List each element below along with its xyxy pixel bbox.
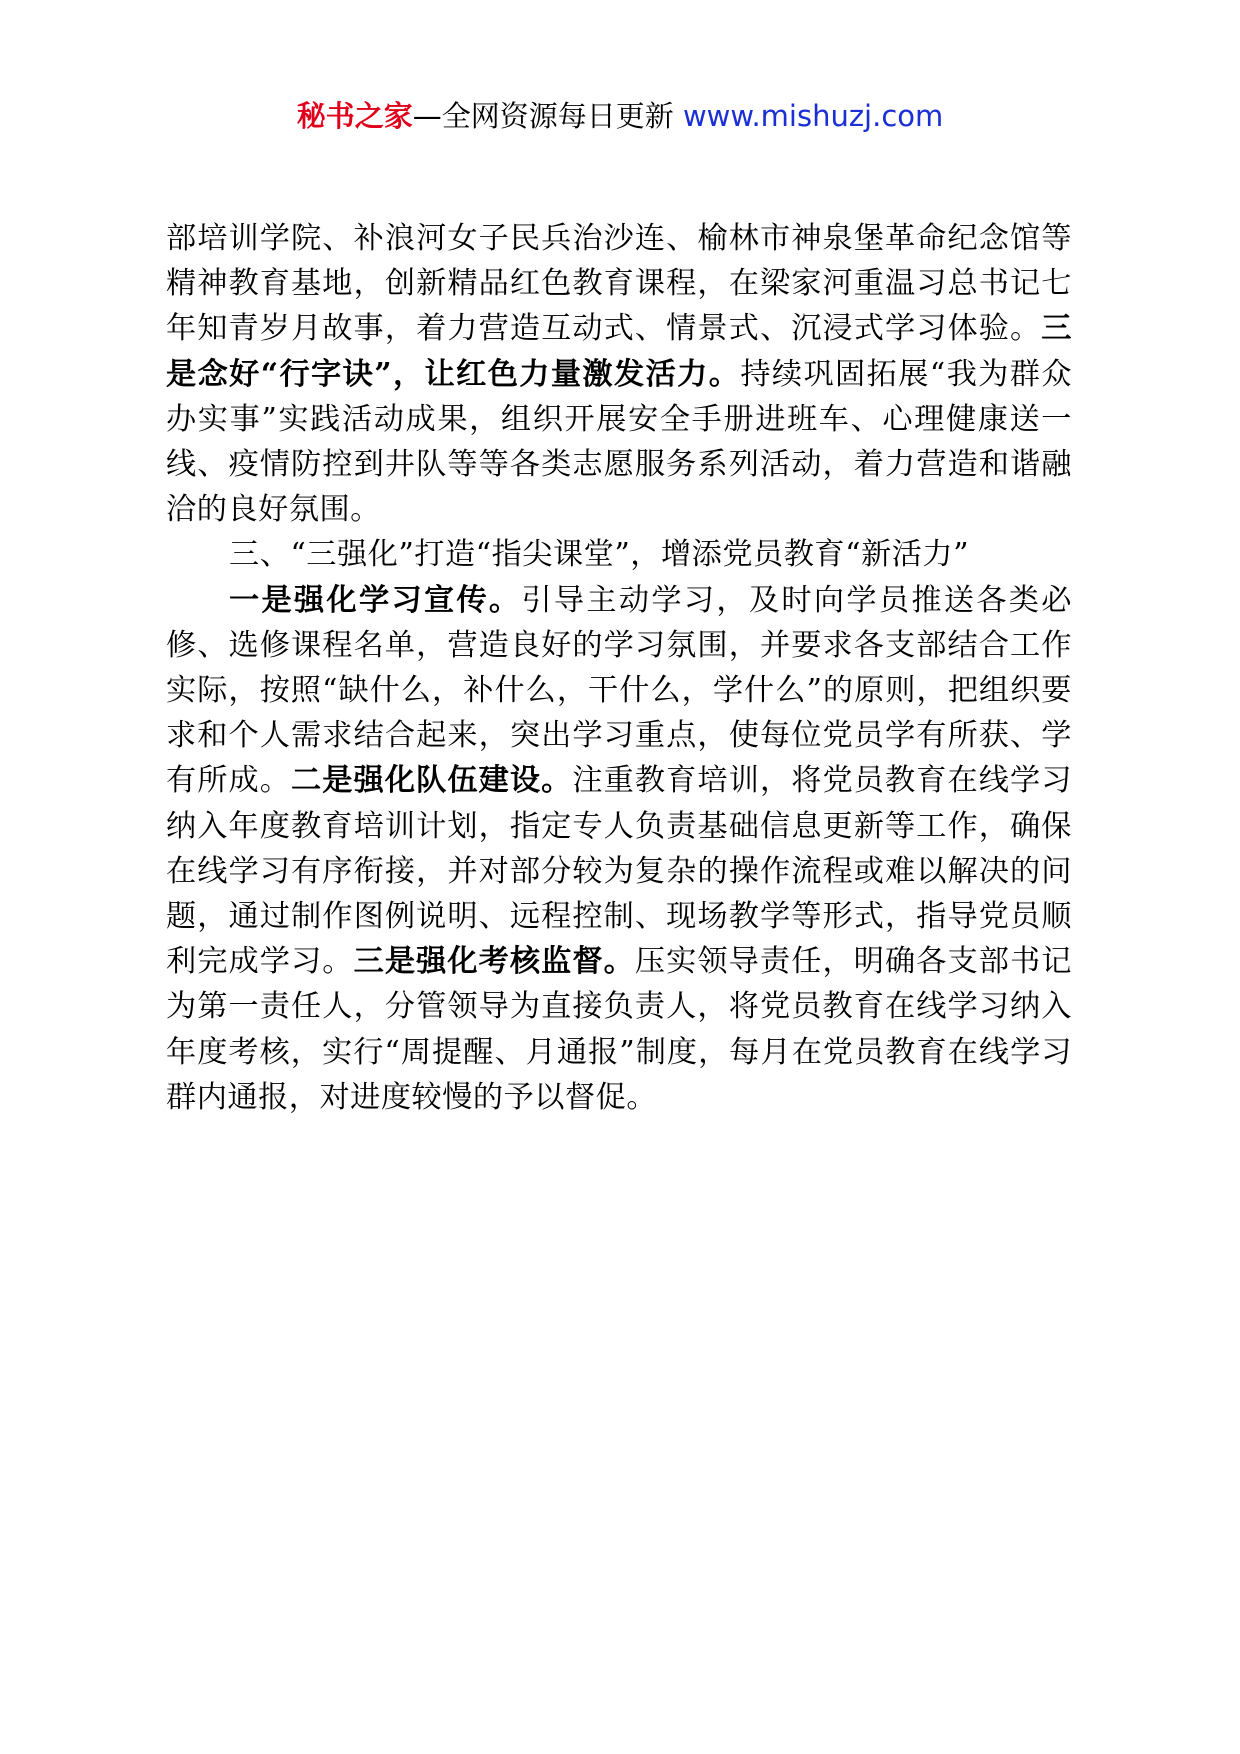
bold-lead-sentence: 三是念好“行字诀”，让红色力量激发活力。 [166, 311, 1072, 392]
site-brand: 秘书之家 [296, 99, 413, 133]
paragraph-text: 注重教育培训，将党员教育在线学习纳入年度教育培训计划，指定专人负责基础信息更新等工作，确保在线学习有序衔接，并对部分较为复杂的操作流程或难以解决的问题，通过制作图例说明、远程控制、现场教学等形式，指导党员顺利完成学习。 [166, 763, 1072, 980]
paragraph-section-three [166, 578, 1072, 1120]
paragraph-text: 部培训学院、补浪河女子民兵治沙连、榆林市神泉堡革命纪念馆等精神教育基地，创新精品红色教育课程，在梁家河重温习总书记七年知青岁月故事，着力营造互动式、情景式、沉浸式学习体验。 [166, 221, 1072, 347]
paragraph-text: 引导主动学习，及时向学员推送各类必修、选修课程名单，营造良好的学习氛围，并要求各支部结合工作实际，按照“缺什么，补什么，干什么，学什么”的原则，把组织要求和个人需求结合起来，突出学习重点，使每位党员学有所获、学有所成。 [166, 582, 1072, 799]
paragraph-continuation [166, 216, 1072, 532]
site-tagline: —全网资源每日更新 [412, 99, 683, 133]
bold-lead-sentence: 二是强化队伍建设。 [291, 763, 573, 799]
section-heading: 三、“三强化”打造“指尖课堂”，增添党员教育“新活力” [229, 537, 970, 573]
page-header [0, 96, 1240, 136]
site-url-link[interactable]: www.mishuzj.com [682, 99, 944, 133]
bold-lead-sentence: 三是强化考核监督。 [353, 944, 635, 980]
paragraph-text: 持续巩固拓展“我为群众办实事”实践活动成果，组织开展安全手册进班车、心理健康送一线、疫情防控到井队等等各类志愿服务系列活动，着力营造和谐融洽的良好氛围。 [166, 356, 1073, 528]
paragraph-text: 压实领导责任，明确各支部书记为第一责任人，分管领导为直接负责人，将党员教育在线学习纳入年度考核，实行“周提醒、月通报”制度，每月在党员教育在线学习群内通报，对进度较慢的予以督促。 [166, 944, 1072, 1115]
bold-lead-sentence: 一是强化学习宣传。 [229, 582, 522, 618]
document-body [166, 216, 1072, 1120]
